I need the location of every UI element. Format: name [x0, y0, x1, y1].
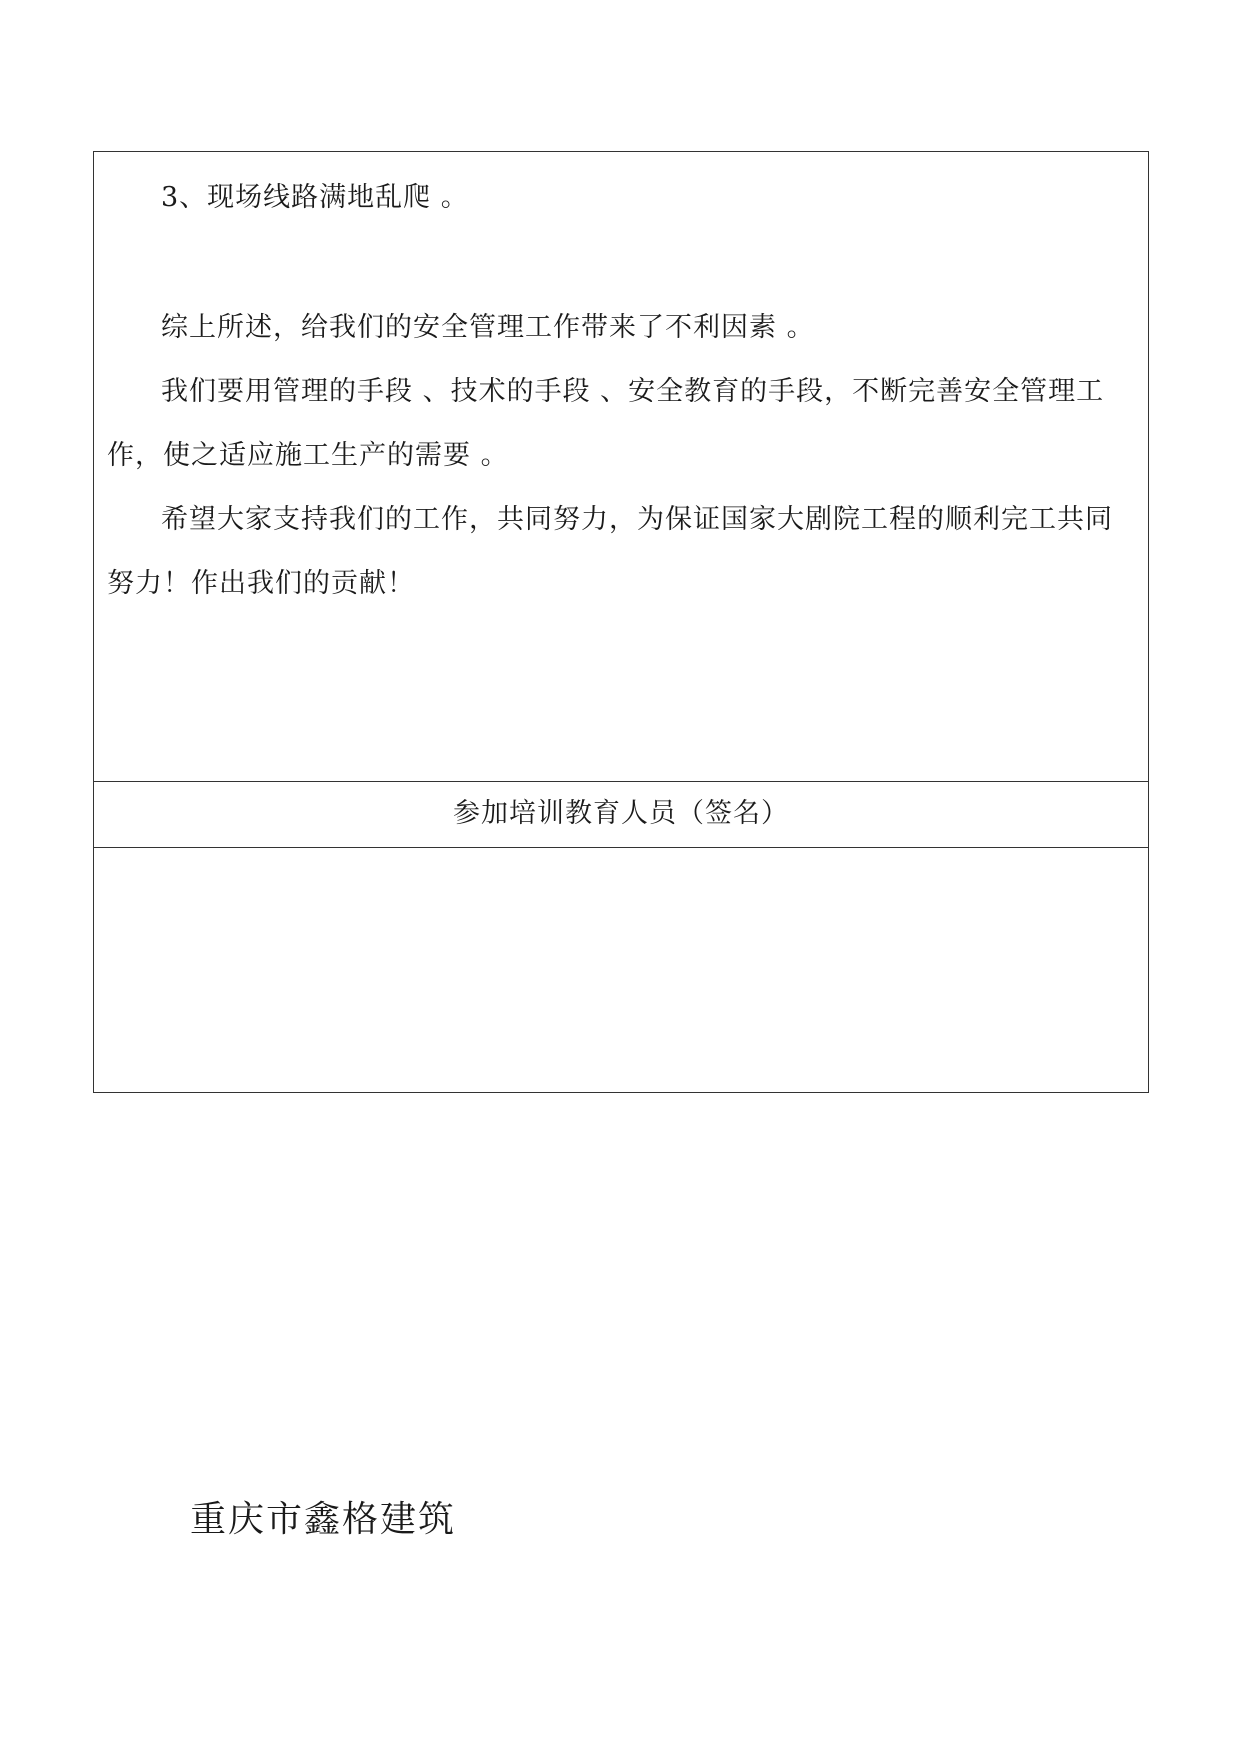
- paragraph-measures: 我们要用管理的手段 、技术的手段 、安全教育的手段，不断完善安全管理工作，使之适应施工生产的需要 。: [107, 376, 1105, 471]
- training-record-table: [93, 151, 1149, 1093]
- paragraph-item-3: 3、现场线路满地乱爬 。: [161, 182, 469, 213]
- signature-area: [94, 848, 1148, 1092]
- paragraph-summary: 综上所述，给我们的安全管理工作带来了不利因素 。: [161, 312, 815, 343]
- signature-header: 参加培训教育人员（签名）: [94, 782, 1148, 848]
- company-name: 重庆市鑫格建筑: [190, 1499, 457, 1540]
- content-cell: [94, 152, 1148, 782]
- paragraph-closing: 希望大家支持我们的工作，共同努力，为保证国家大剧院工程的顺利完工共同努力！作出我们的贡献！: [107, 504, 1113, 599]
- paragraph-spacer: [107, 230, 1138, 296]
